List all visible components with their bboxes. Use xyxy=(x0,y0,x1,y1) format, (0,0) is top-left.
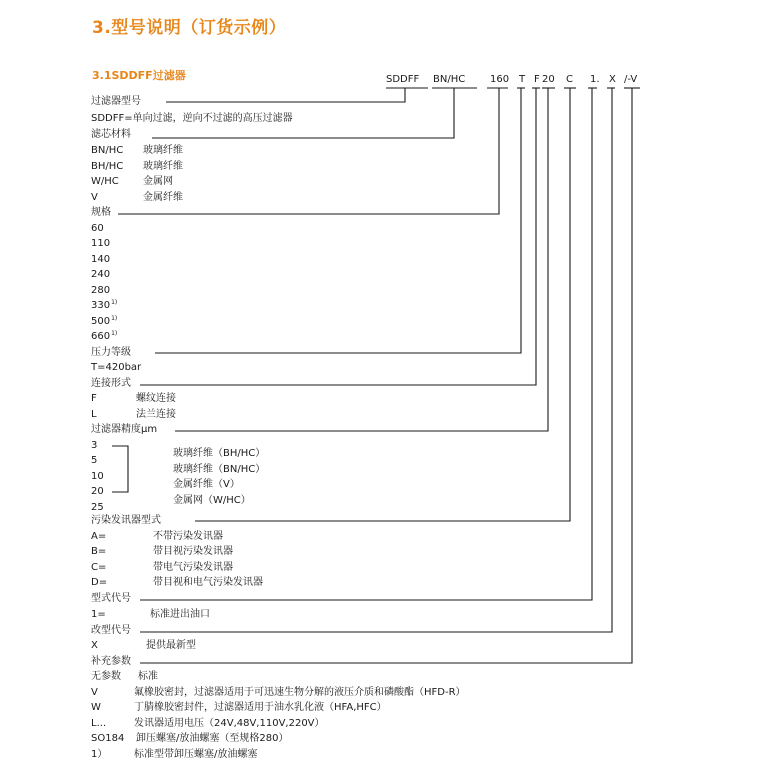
connection-heading: 连接形式 xyxy=(91,378,131,389)
code-part-material: BN/HC xyxy=(433,74,466,85)
leader-precision xyxy=(175,88,548,431)
page-title: 3.型号说明（订货示例） xyxy=(92,18,287,38)
size-heading: 规格 xyxy=(91,207,111,218)
connection-code: L xyxy=(91,409,97,420)
code-part-precision: 20 xyxy=(542,74,555,85)
indicator-heading: 污染发讯器型式 xyxy=(91,515,161,526)
precision-material: 金属纤维（V） xyxy=(173,479,240,490)
leader-model xyxy=(140,88,592,600)
code-part-revision: X xyxy=(609,74,616,85)
indicator-code: C= xyxy=(91,562,107,573)
supplement-heading: 补充参数 xyxy=(91,656,131,667)
supplement-desc: 氟橡胶密封，过滤器适用于可迅速生物分解的液压介质和磷酸酯（HFD-R） xyxy=(134,687,466,698)
code-part-pressure: T xyxy=(519,74,526,85)
precision-material: 金属网（W/HC） xyxy=(173,495,251,506)
code-part-size: 160 xyxy=(490,74,510,85)
supplement-code: L... xyxy=(91,718,107,729)
model-code-code: 1= xyxy=(91,609,106,620)
pressure-heading: 压力等级 xyxy=(91,347,131,358)
material-code: W/HC xyxy=(91,176,119,187)
filter-type-desc: SDDFF=单向过滤，逆向不过滤的高压过滤器 xyxy=(91,113,293,124)
precision-value: 5 xyxy=(91,455,98,466)
supplement-desc: 卸压螺塞/放油螺塞（至规格280） xyxy=(136,733,289,744)
code-part-series: SDDFF xyxy=(386,74,420,85)
connection-desc: 法兰连接 xyxy=(136,409,176,420)
leader-pressure xyxy=(155,88,521,353)
material-desc: 玻璃纤维 xyxy=(143,145,183,156)
size-item: 330 xyxy=(91,300,111,311)
pressure-value: T=420bar xyxy=(91,362,142,373)
material-code: BH/HC xyxy=(91,161,124,172)
precision-value: 3 xyxy=(91,440,98,451)
precision-heading: 过滤器精度μm xyxy=(91,424,158,435)
model-code-desc: 标准进出油口 xyxy=(150,609,210,620)
size-item: 660 xyxy=(91,331,111,342)
material-code: BN/HC xyxy=(91,145,124,156)
leader-series xyxy=(166,88,405,102)
material-desc: 金属纤维 xyxy=(143,192,183,203)
precision-value: 10 xyxy=(91,471,104,482)
supplement-desc: 标准 xyxy=(138,671,158,682)
code-part-connection: F xyxy=(534,74,540,85)
indicator-desc: 带目视污染发讯器 xyxy=(153,546,233,557)
revision-code-code: X xyxy=(91,640,98,651)
supplement-code: 1） xyxy=(91,749,108,760)
material-desc: 玻璃纤维 xyxy=(143,161,183,172)
size-item: 140 xyxy=(91,254,111,265)
indicator-code: A= xyxy=(91,531,107,542)
footnote-mark: 1) xyxy=(111,315,118,322)
connection-desc: 螺纹连接 xyxy=(136,393,176,404)
revision-code-desc: 提供最新型 xyxy=(146,640,196,651)
size-item: 60 xyxy=(91,223,104,234)
supplement-desc: 标准型带卸压螺塞/放油螺塞 xyxy=(134,749,258,760)
supplement-code: W xyxy=(91,702,101,713)
code-part-supplement: /-V xyxy=(624,74,638,85)
size-item: 110 xyxy=(91,238,111,249)
indicator-desc: 不带污染发讯器 xyxy=(153,531,223,542)
indicator-code: B= xyxy=(91,546,107,557)
section-title: 3.1SDDFF过滤器 xyxy=(92,69,186,82)
supplement-desc: 发讯器适用电压（24V,48V,110V,220V） xyxy=(134,718,325,729)
precision-material: 玻璃纤维（BN/HC） xyxy=(173,464,266,475)
model-code-heading: 型式代号 xyxy=(91,593,131,604)
size-item: 280 xyxy=(91,285,111,296)
material-code: V xyxy=(91,192,98,203)
code-part-model: 1. xyxy=(590,74,600,85)
size-item: 240 xyxy=(91,269,111,280)
indicator-desc: 带电气污染发讯器 xyxy=(153,562,233,573)
connection-code: F xyxy=(91,393,97,404)
precision-material: 玻璃纤维（BH/HC） xyxy=(173,448,266,459)
code-part-indicator: C xyxy=(566,74,573,85)
revision-code-heading: 改型代号 xyxy=(91,625,131,636)
element-material-heading: 滤芯材料 xyxy=(91,129,131,140)
material-desc: 金属网 xyxy=(143,176,173,187)
supplement-code: V xyxy=(91,687,98,698)
supplement-code: 无参数 xyxy=(91,671,121,682)
supplement-code: SO184 xyxy=(91,733,125,744)
supplement-desc: 丁腈橡胶密封件，过滤器适用于油水乳化液（HFA,HFC） xyxy=(134,702,387,713)
leader-connection xyxy=(140,88,536,385)
indicator-code: D= xyxy=(91,577,108,588)
footnote-mark: 1) xyxy=(111,330,118,337)
precision-value: 25 xyxy=(91,502,104,513)
precision-bracket xyxy=(112,446,128,492)
indicator-desc: 带目视和电气污染发讯器 xyxy=(153,577,263,588)
precision-value: 20 xyxy=(91,486,104,497)
filter-type-heading: 过滤器型号 xyxy=(91,96,141,107)
footnote-mark: 1) xyxy=(111,299,118,306)
size-item: 500 xyxy=(91,316,111,327)
